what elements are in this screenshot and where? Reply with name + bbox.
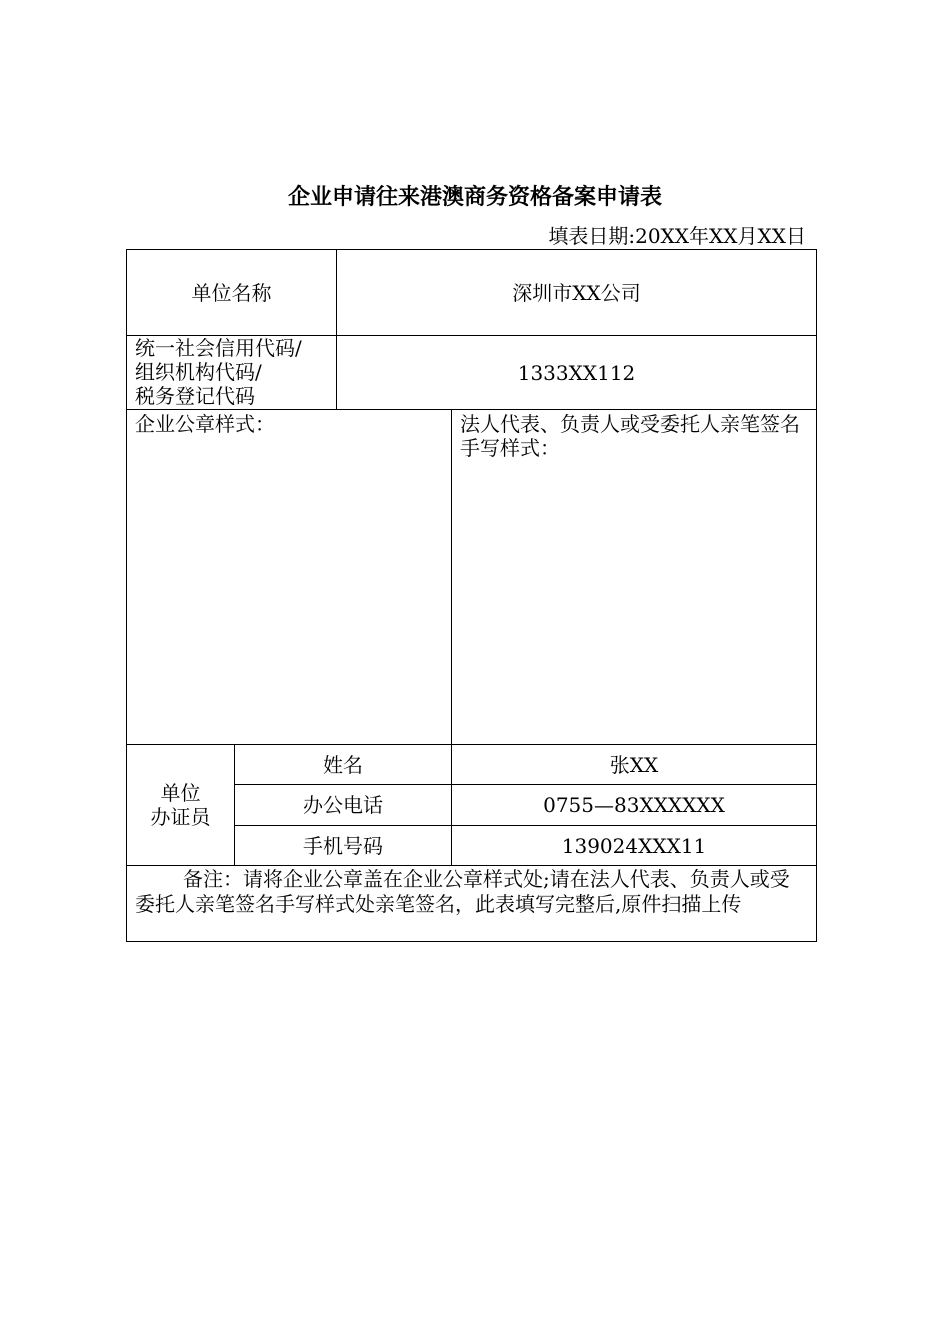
office-phone-value: 0755—83XXXXXX xyxy=(452,785,817,826)
credit-code-value: 1333XX112 xyxy=(337,336,817,410)
credit-code-label-line-3: 税务登记代码 xyxy=(135,384,255,408)
seal-label: 企业公章样式： xyxy=(135,412,275,436)
officer-group-label-line-1: 单位 xyxy=(160,781,201,805)
mobile-label: 手机号码 xyxy=(235,826,452,866)
signature-area[interactable] xyxy=(452,410,817,745)
seal-area[interactable] xyxy=(127,410,452,745)
credit-code-label-line-2: 组织机构代码/ xyxy=(135,360,262,384)
officer-name-value: 张XX xyxy=(452,745,817,785)
seal-signature-row xyxy=(127,410,817,745)
unit-name-row xyxy=(127,250,817,336)
credit-code-label-line-1: 统一社会信用代码/ xyxy=(135,336,302,360)
signature-label: 法人代表、负责人或受委托人亲笔签名手写样式： xyxy=(460,412,800,460)
credit-code-row xyxy=(127,336,817,410)
officer-group-label xyxy=(127,745,235,866)
officer-name-row xyxy=(127,745,817,785)
mobile-value: 139024XXX11 xyxy=(452,826,817,866)
remark-cell xyxy=(127,866,817,942)
office-phone-label: 办公电话 xyxy=(235,785,452,826)
form-title: 企业申请往来港澳商务资格备案申请表 xyxy=(287,185,662,210)
remark-text: 备注：请将企业公章盖在企业公章样式处;请在法人代表、负责人或受委托人亲笔签名手写样式处亲笔签名，此表填写完整后,原件扫描上传 xyxy=(135,867,790,916)
unit-name-value: 深圳市XX公司 xyxy=(337,250,817,336)
remark-row xyxy=(127,866,817,942)
fill-date: 填表日期:20XX年XX月XX日 xyxy=(548,224,806,248)
credit-code-label xyxy=(127,336,337,410)
officer-group-label-line-2: 办证员 xyxy=(150,805,211,829)
officer-name-label: 姓名 xyxy=(235,745,452,785)
unit-name-label: 单位名称 xyxy=(127,250,337,336)
application-form-table xyxy=(126,249,817,942)
